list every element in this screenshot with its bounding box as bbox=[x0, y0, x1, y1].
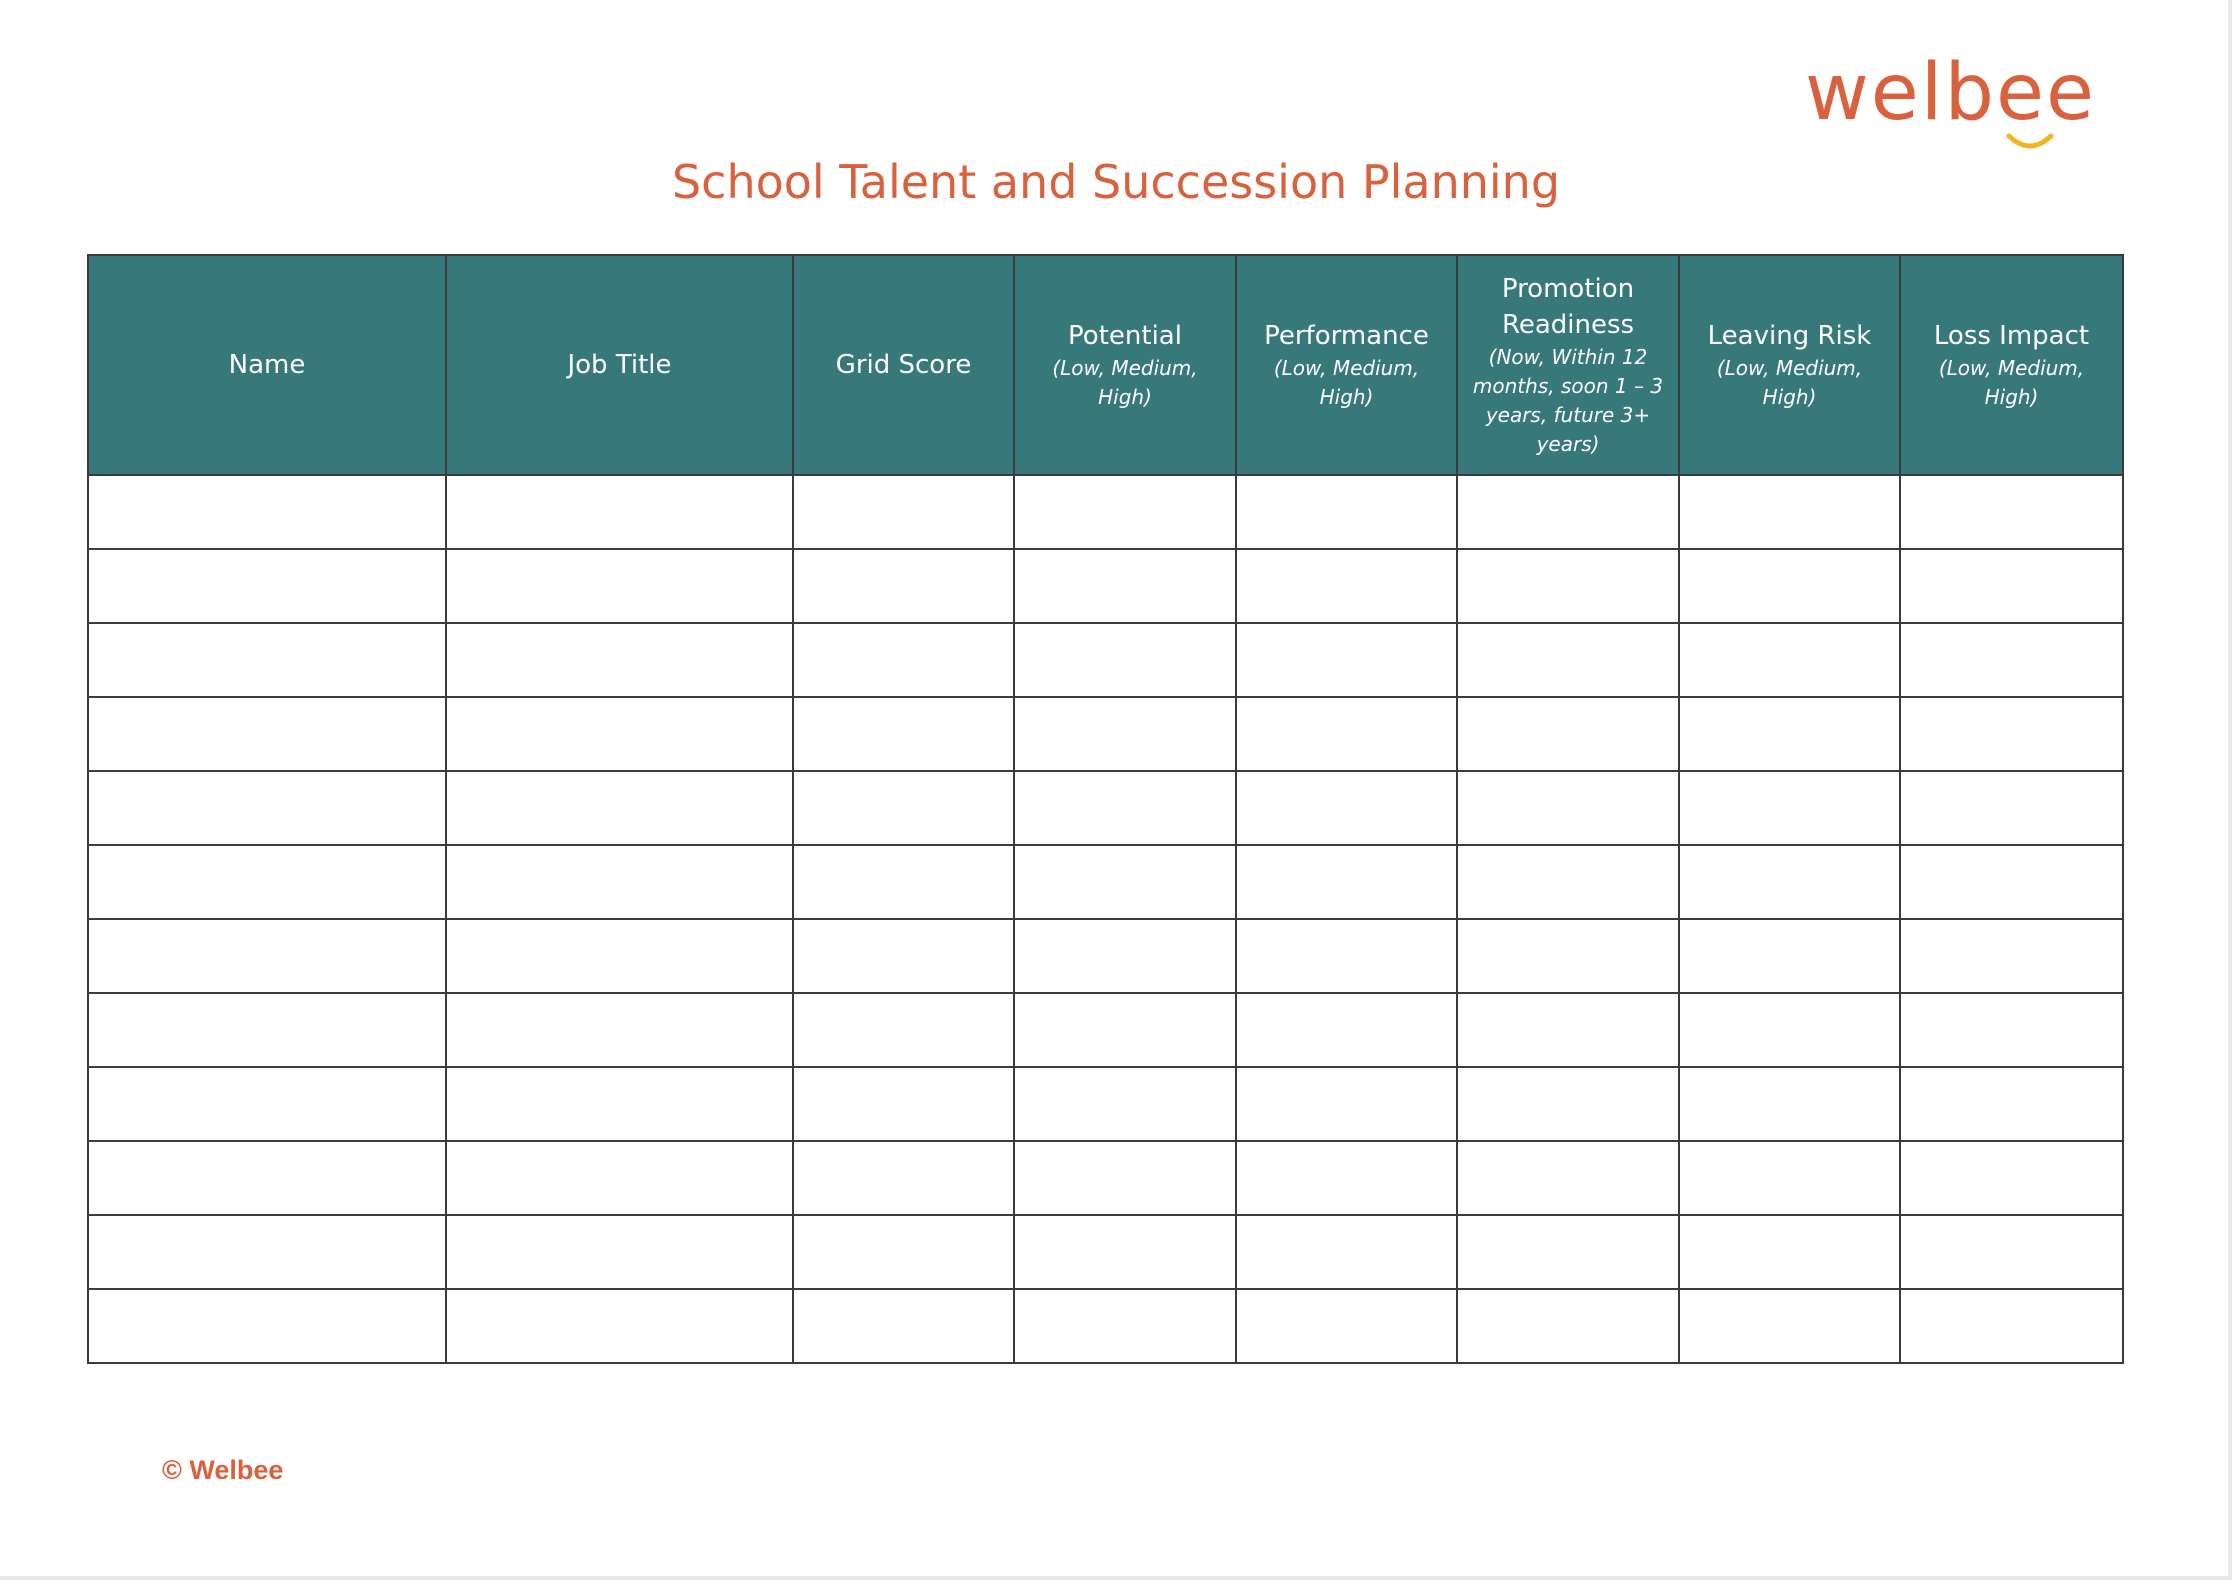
cell-performance[interactable] bbox=[1236, 623, 1457, 697]
column-sublabel: (Now, Within 12 months, soon 1 – 3 years, future 3+ years) bbox=[1472, 345, 1664, 456]
cell-job-title[interactable] bbox=[446, 697, 793, 771]
cell-grid-score[interactable] bbox=[793, 697, 1014, 771]
table-row bbox=[88, 475, 2123, 549]
column-header-name bbox=[88, 255, 446, 475]
cell-potential[interactable] bbox=[1014, 919, 1236, 993]
cell-promotion-readiness[interactable] bbox=[1457, 697, 1679, 771]
cell-job-title[interactable] bbox=[446, 475, 793, 549]
cell-promotion-readiness[interactable] bbox=[1457, 1141, 1679, 1215]
column-sublabel: (Low, Medium, High) bbox=[1273, 356, 1420, 409]
cell-grid-score[interactable] bbox=[793, 771, 1014, 845]
cell-loss-impact[interactable] bbox=[1900, 623, 2123, 697]
cell-name[interactable] bbox=[88, 623, 446, 697]
cell-leaving-risk[interactable] bbox=[1679, 697, 1900, 771]
page-title: School Talent and Succession Planning bbox=[671, 155, 1561, 209]
cell-name[interactable] bbox=[88, 1215, 446, 1289]
cell-loss-impact[interactable] bbox=[1900, 993, 2123, 1067]
cell-loss-impact[interactable] bbox=[1900, 1141, 2123, 1215]
table-row bbox=[88, 549, 2123, 623]
cell-leaving-risk[interactable] bbox=[1679, 1289, 1900, 1363]
cell-loss-impact[interactable] bbox=[1900, 1067, 2123, 1141]
cell-promotion-readiness[interactable] bbox=[1457, 475, 1679, 549]
cell-name[interactable] bbox=[88, 771, 446, 845]
column-header-loss-impact bbox=[1900, 255, 2123, 475]
cell-performance[interactable] bbox=[1236, 1289, 1457, 1363]
cell-performance[interactable] bbox=[1236, 993, 1457, 1067]
cell-performance[interactable] bbox=[1236, 1141, 1457, 1215]
cell-leaving-risk[interactable] bbox=[1679, 1141, 1900, 1215]
table-body bbox=[88, 475, 2123, 1363]
logo-wordmark: welbee bbox=[1805, 48, 2096, 138]
cell-name[interactable] bbox=[88, 475, 446, 549]
cell-promotion-readiness[interactable] bbox=[1457, 1067, 1679, 1141]
table-row bbox=[88, 1067, 2123, 1141]
column-sublabel: (Low, Medium, High) bbox=[1052, 356, 1198, 409]
cell-potential[interactable] bbox=[1014, 475, 1236, 549]
cell-job-title[interactable] bbox=[446, 845, 793, 919]
cell-performance[interactable] bbox=[1236, 919, 1457, 993]
cell-grid-score[interactable] bbox=[793, 993, 1014, 1067]
table-row bbox=[88, 919, 2123, 993]
column-header-promotion-readiness bbox=[1457, 255, 1679, 475]
table-row bbox=[88, 1141, 2123, 1215]
column-header-performance bbox=[1236, 255, 1457, 475]
cell-grid-score[interactable] bbox=[793, 919, 1014, 993]
column-label: Grid Score bbox=[835, 350, 972, 380]
column-label: Potential bbox=[1068, 321, 1182, 351]
table-row bbox=[88, 697, 2123, 771]
cell-job-title[interactable] bbox=[446, 1289, 793, 1363]
cell-job-title[interactable] bbox=[446, 1067, 793, 1141]
cell-potential[interactable] bbox=[1014, 1289, 1236, 1363]
column-label: Promotion Readiness bbox=[1501, 274, 1635, 340]
cell-name[interactable] bbox=[88, 919, 446, 993]
cell-grid-score[interactable] bbox=[793, 1289, 1014, 1363]
table-header-row bbox=[88, 255, 2123, 475]
cell-job-title[interactable] bbox=[446, 993, 793, 1067]
column-header-grid-score bbox=[793, 255, 1014, 475]
cell-leaving-risk[interactable] bbox=[1679, 623, 1900, 697]
table-row bbox=[88, 845, 2123, 919]
cell-name[interactable] bbox=[88, 993, 446, 1067]
cell-performance[interactable] bbox=[1236, 549, 1457, 623]
cell-potential[interactable] bbox=[1014, 993, 1236, 1067]
cell-promotion-readiness[interactable] bbox=[1457, 623, 1679, 697]
cell-grid-score[interactable] bbox=[793, 1215, 1014, 1289]
cell-name[interactable] bbox=[88, 845, 446, 919]
cell-leaving-risk[interactable] bbox=[1679, 993, 1900, 1067]
cell-loss-impact[interactable] bbox=[1900, 919, 2123, 993]
table-row bbox=[88, 993, 2123, 1067]
column-sublabel: (Low, Medium, High) bbox=[1716, 356, 1863, 409]
cell-grid-score[interactable] bbox=[793, 1141, 1014, 1215]
cell-promotion-readiness[interactable] bbox=[1457, 845, 1679, 919]
cell-job-title[interactable] bbox=[446, 1215, 793, 1289]
cell-potential[interactable] bbox=[1014, 697, 1236, 771]
cell-grid-score[interactable] bbox=[793, 549, 1014, 623]
cell-name[interactable] bbox=[88, 1141, 446, 1215]
cell-potential[interactable] bbox=[1014, 845, 1236, 919]
cell-leaving-risk[interactable] bbox=[1679, 919, 1900, 993]
cell-job-title[interactable] bbox=[446, 771, 793, 845]
cell-promotion-readiness[interactable] bbox=[1457, 549, 1679, 623]
column-label: Name bbox=[228, 350, 306, 380]
cell-performance[interactable] bbox=[1236, 1067, 1457, 1141]
cell-potential[interactable] bbox=[1014, 549, 1236, 623]
welbee-logo bbox=[1805, 48, 2096, 158]
cell-loss-impact[interactable] bbox=[1900, 845, 2123, 919]
column-header-potential bbox=[1014, 255, 1236, 475]
cell-job-title[interactable] bbox=[446, 549, 793, 623]
cell-performance[interactable] bbox=[1236, 771, 1457, 845]
cell-grid-score[interactable] bbox=[793, 1067, 1014, 1141]
cell-promotion-readiness[interactable] bbox=[1457, 771, 1679, 845]
cell-name[interactable] bbox=[88, 1289, 446, 1363]
column-label: Loss Impact bbox=[1933, 321, 2090, 351]
cell-potential[interactable] bbox=[1014, 1067, 1236, 1141]
cell-potential[interactable] bbox=[1014, 771, 1236, 845]
column-label: Performance bbox=[1264, 321, 1429, 351]
cell-loss-impact[interactable] bbox=[1900, 475, 2123, 549]
cell-potential[interactable] bbox=[1014, 623, 1236, 697]
cell-performance[interactable] bbox=[1236, 1215, 1457, 1289]
cell-name[interactable] bbox=[88, 1067, 446, 1141]
column-header-leaving-risk bbox=[1679, 255, 1900, 475]
cell-name[interactable] bbox=[88, 549, 446, 623]
cell-job-title[interactable] bbox=[446, 623, 793, 697]
cell-leaving-risk[interactable] bbox=[1679, 475, 1900, 549]
table-row bbox=[88, 1289, 2123, 1363]
cell-loss-impact[interactable] bbox=[1900, 697, 2123, 771]
column-label: Job Title bbox=[567, 350, 672, 380]
cell-performance[interactable] bbox=[1236, 845, 1457, 919]
cell-leaving-risk[interactable] bbox=[1679, 549, 1900, 623]
cell-job-title[interactable] bbox=[446, 919, 793, 993]
cell-potential[interactable] bbox=[1014, 1215, 1236, 1289]
cell-name[interactable] bbox=[88, 697, 446, 771]
cell-potential[interactable] bbox=[1014, 1141, 1236, 1215]
cell-leaving-risk[interactable] bbox=[1679, 845, 1900, 919]
cell-leaving-risk[interactable] bbox=[1679, 1067, 1900, 1141]
cell-loss-impact[interactable] bbox=[1900, 771, 2123, 845]
table-row bbox=[88, 1215, 2123, 1289]
cell-grid-score[interactable] bbox=[793, 845, 1014, 919]
cell-performance[interactable] bbox=[1236, 475, 1457, 549]
cell-grid-score[interactable] bbox=[793, 623, 1014, 697]
table-row bbox=[88, 623, 2123, 697]
cell-job-title[interactable] bbox=[446, 1141, 793, 1215]
cell-promotion-readiness[interactable] bbox=[1457, 993, 1679, 1067]
cell-promotion-readiness[interactable] bbox=[1457, 1215, 1679, 1289]
cell-grid-score[interactable] bbox=[793, 475, 1014, 549]
cell-leaving-risk[interactable] bbox=[1679, 771, 1900, 845]
cell-leaving-risk[interactable] bbox=[1679, 1215, 1900, 1289]
copyright-footer: © Welbee bbox=[162, 1455, 284, 1485]
succession-planning-table bbox=[87, 254, 2124, 1364]
cell-loss-impact[interactable] bbox=[1900, 549, 2123, 623]
cell-promotion-readiness[interactable] bbox=[1457, 1289, 1679, 1363]
column-header-job-title bbox=[446, 255, 793, 475]
column-sublabel: (Low, Medium, High) bbox=[1938, 356, 2085, 409]
column-label: Leaving Risk bbox=[1707, 321, 1872, 351]
table-row bbox=[88, 771, 2123, 845]
cell-performance[interactable] bbox=[1236, 697, 1457, 771]
cell-promotion-readiness[interactable] bbox=[1457, 919, 1679, 993]
cell-loss-impact[interactable] bbox=[1900, 1289, 2123, 1363]
cell-loss-impact[interactable] bbox=[1900, 1215, 2123, 1289]
